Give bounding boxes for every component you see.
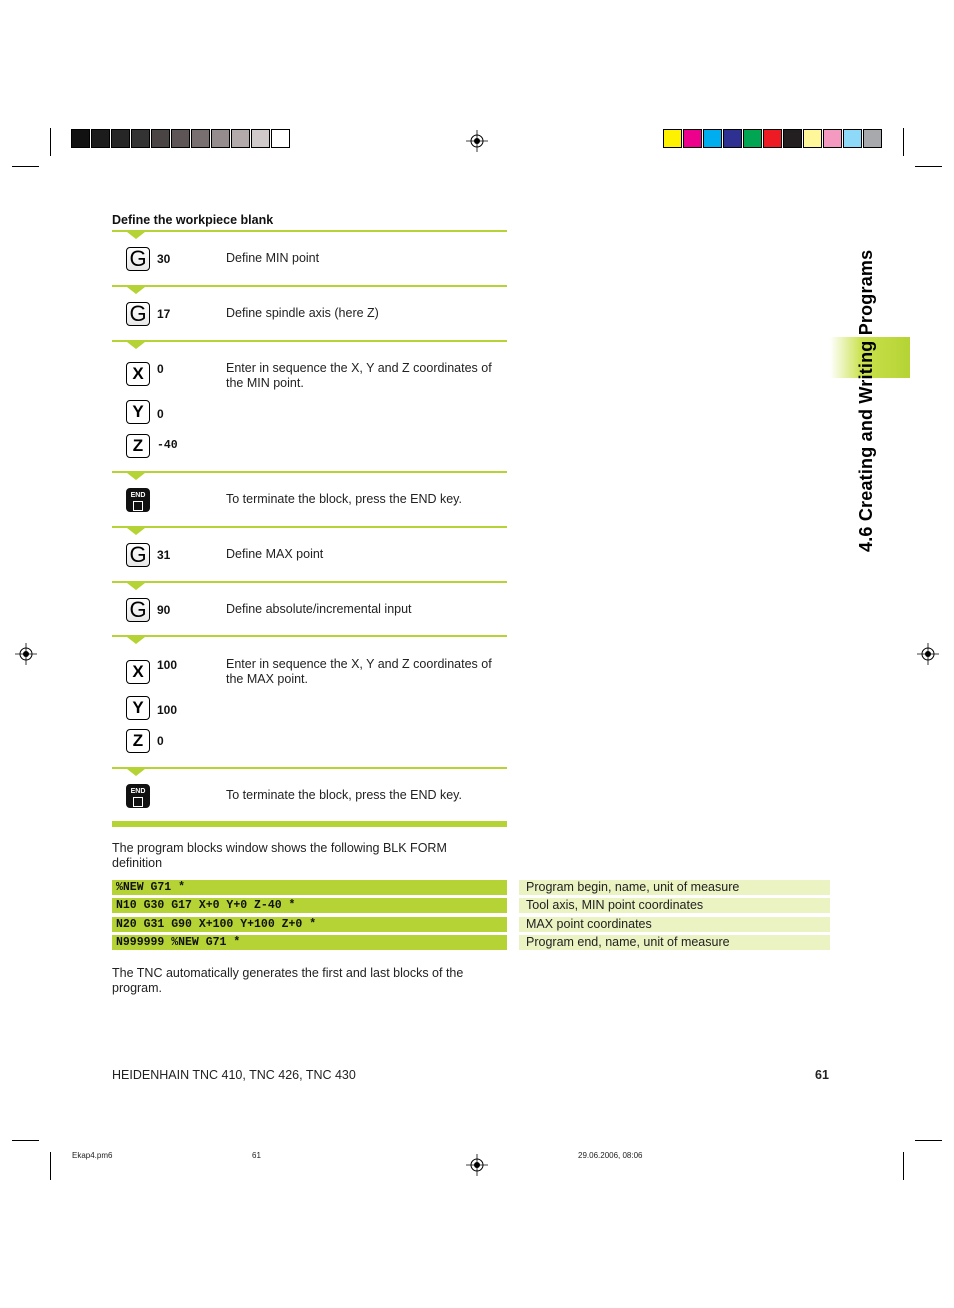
crop-mark — [12, 166, 39, 167]
code-line: %NEW G71 * — [112, 880, 507, 895]
end-key-icon — [126, 784, 150, 808]
g-key-icon: G — [126, 598, 150, 622]
code-description: Tool axis, MIN point coordinates — [519, 898, 830, 913]
step-description: Define MAX point — [226, 547, 324, 561]
end-key-label: END — [130, 788, 146, 795]
outro-paragraph: The TNC automatically generates the first and last blocks of the program. — [112, 966, 464, 995]
step-value: 0 — [157, 734, 164, 748]
code-line: N20 G31 G90 X+100 Y+100 Z+0 * — [112, 917, 507, 932]
registration-mark-icon — [466, 1154, 488, 1176]
color-swatch — [231, 129, 250, 148]
arrow-down-icon — [127, 342, 145, 349]
color-swatch — [211, 129, 230, 148]
crop-mark — [915, 1140, 942, 1141]
code-row — [112, 898, 830, 913]
arrow-down-icon — [127, 528, 145, 535]
code-row — [112, 880, 830, 895]
divider — [112, 340, 507, 342]
end-key-icon — [126, 488, 150, 512]
arrow-down-icon — [127, 287, 145, 294]
section-end-bar — [112, 821, 507, 827]
crop-mark — [50, 128, 51, 156]
step-value: 0 — [157, 362, 164, 376]
step-description: To terminate the block, press the END key. — [226, 492, 462, 506]
color-swatch — [271, 129, 290, 148]
page-number: 61 — [815, 1068, 829, 1082]
x-key-icon: X — [126, 362, 150, 386]
color-swatch — [111, 129, 130, 148]
step-description: Enter in sequence the X, Y and Z coordinates of the MAX point. — [226, 657, 492, 686]
registration-mark-icon — [15, 643, 37, 665]
color-swatch — [863, 129, 882, 148]
step-description: Define MIN point — [226, 251, 320, 265]
color-swatch — [171, 129, 190, 148]
arrow-down-icon — [127, 232, 145, 239]
step-description: Define absolute/incremental input — [226, 602, 412, 616]
color-swatch — [251, 129, 270, 148]
footer-product: HEIDENHAIN TNC 410, TNC 426, TNC 430 — [112, 1068, 356, 1082]
crop-mark — [903, 1152, 904, 1180]
color-swatch — [763, 129, 782, 148]
color-swatch — [91, 129, 110, 148]
crop-mark — [903, 128, 904, 156]
step-value: 17 — [157, 307, 171, 321]
y-key-icon: Y — [126, 400, 150, 424]
color-swatch — [663, 129, 682, 148]
step-value: 30 — [157, 252, 171, 266]
slug-date: 29.06.2006, 08:06 — [578, 1151, 643, 1160]
step-value: -40 — [157, 439, 178, 452]
code-line: N999999 %NEW G71 * — [112, 935, 507, 950]
color-swatch — [71, 129, 90, 148]
slug-page: 61 — [252, 1151, 261, 1160]
divider — [112, 285, 507, 287]
step-value: 100 — [157, 658, 178, 672]
arrow-down-icon — [127, 473, 145, 480]
color-swatch — [151, 129, 170, 148]
color-swatch — [803, 129, 822, 148]
registration-mark-icon — [917, 643, 939, 665]
color-swatch — [783, 129, 802, 148]
registration-mark-icon — [466, 130, 488, 152]
divider — [112, 581, 507, 583]
color-swatch — [683, 129, 702, 148]
divider — [112, 767, 507, 769]
y-key-icon: Y — [126, 696, 150, 720]
code-description: Program end, name, unit of measure — [519, 935, 830, 950]
x-key-icon: X — [126, 660, 150, 684]
step-value: 90 — [157, 603, 171, 617]
chapter-title: 4.6 Creating and Writing Programs — [856, 249, 876, 552]
step-description: Enter in sequence the X, Y and Z coordinates of the MIN point. — [226, 361, 492, 390]
section-title: Define the workpiece blank — [112, 213, 274, 227]
step-description: To terminate the block, press the END key. — [226, 788, 462, 802]
arrow-down-icon — [127, 583, 145, 590]
color-swatch — [703, 129, 722, 148]
step-value: 100 — [157, 703, 178, 717]
code-description: Program begin, name, unit of measure — [519, 880, 830, 895]
color-swatch — [131, 129, 150, 148]
color-swatch — [743, 129, 762, 148]
color-swatch — [843, 129, 862, 148]
divider — [112, 526, 507, 528]
color-swatch — [191, 129, 210, 148]
intro-paragraph: The program blocks window shows the following BLK FORM definition — [112, 841, 447, 870]
divider — [112, 635, 507, 637]
code-line: N10 G30 G17 X+0 Y+0 Z-40 * — [112, 898, 507, 913]
crop-mark — [12, 1140, 39, 1141]
code-description: MAX point coordinates — [519, 917, 830, 932]
g-key-icon: G — [126, 247, 150, 271]
step-value: 0 — [157, 407, 164, 421]
divider — [112, 471, 507, 473]
z-key-icon: Z — [126, 434, 150, 458]
end-key-label: END — [130, 492, 146, 499]
g-key-icon: G — [126, 302, 150, 326]
code-row — [112, 935, 830, 950]
g-key-icon: G — [126, 543, 150, 567]
slug-filename: Ekap4.pm6 — [72, 1151, 113, 1160]
code-row — [112, 917, 830, 932]
color-swatch — [723, 129, 742, 148]
step-description: Define spindle axis (here Z) — [226, 306, 379, 320]
arrow-down-icon — [127, 769, 145, 776]
step-value: 31 — [157, 548, 171, 562]
crop-mark — [50, 1152, 51, 1180]
color-swatch — [823, 129, 842, 148]
crop-mark — [915, 166, 942, 167]
arrow-down-icon — [127, 637, 145, 644]
divider — [112, 230, 507, 232]
z-key-icon: Z — [126, 729, 150, 753]
